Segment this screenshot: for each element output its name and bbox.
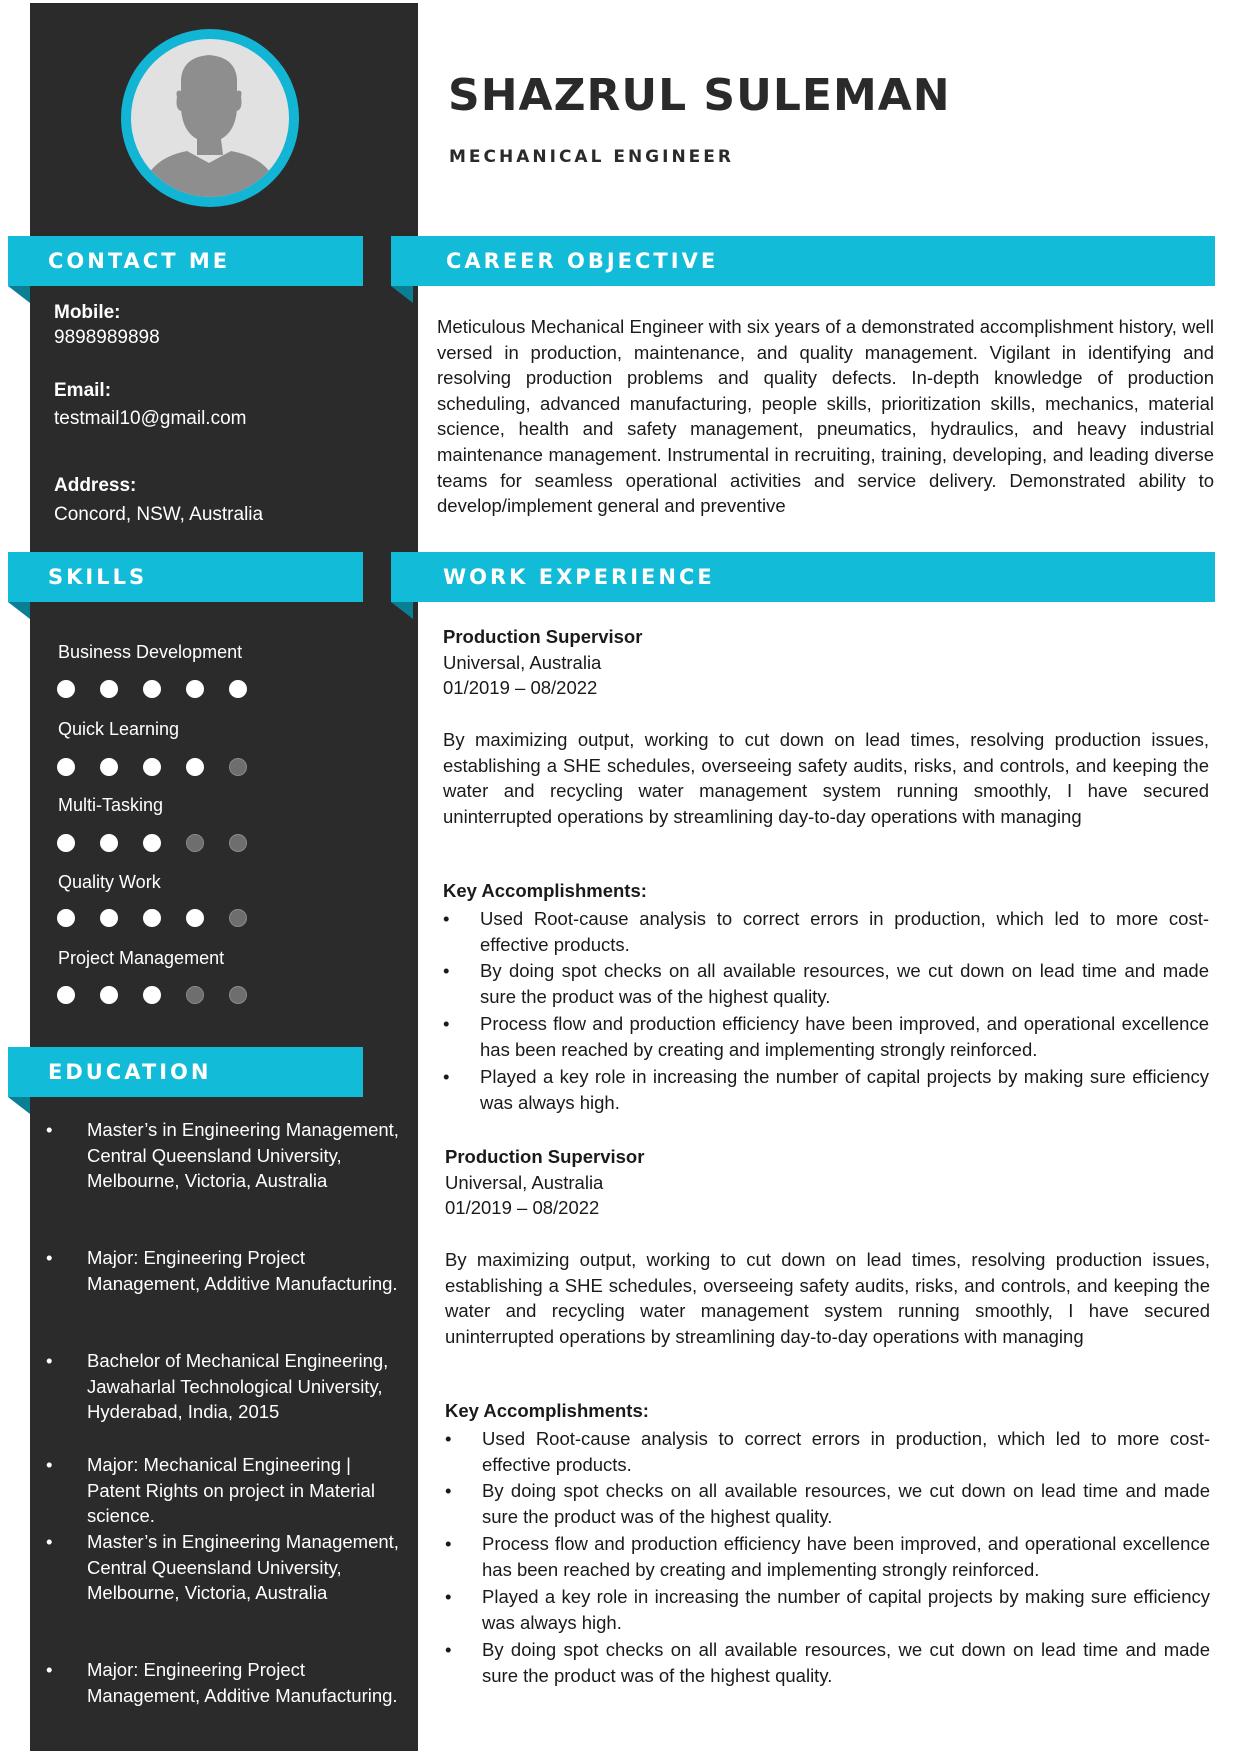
job-summary: By maximizing output, working to cut down on lead times, resolving production issues, establishing a SHE schedules, overseeing safety audits, risks, and controls, and keeping the water and recycling water management system running smoothly, I have secured uninterrupted operations by streamlining day-to-day operations with managing — [445, 1249, 1210, 1347]
rating-dot-empty — [186, 986, 204, 1004]
skill-name: Quick Learning — [58, 719, 180, 739]
job-role: Production Supervisor — [443, 626, 643, 647]
rating-dot-filled — [143, 680, 161, 698]
skills-heading: SKILLS — [8, 552, 363, 602]
mobile-label: Mobile: — [54, 302, 121, 323]
rating-dot-filled — [229, 680, 247, 698]
rating-dot-filled — [57, 909, 75, 927]
email-value: testmail10@gmail.com — [54, 408, 247, 429]
banner-fold — [8, 602, 30, 619]
rating-dot-filled — [186, 909, 204, 927]
rating-dot-empty — [229, 986, 247, 1004]
banner-fold — [8, 1097, 30, 1114]
job-header — [443, 624, 642, 701]
bullet-icon: • — [443, 908, 450, 929]
rating-dot-filled — [100, 909, 118, 927]
skill-name: Project Management — [58, 948, 225, 968]
job-company: Universal, Australia — [443, 651, 602, 673]
rating-dot-empty — [229, 758, 247, 776]
bullet-icon: • — [46, 1119, 53, 1140]
objective-text: Meticulous Mechanical Engineer with six years of a demonstrated accomplishment history, well versed in production, maintenance, and quality management. Vigilant in identifying and resolving production problems and quality defects. In-depth knowledge of production scheduling, advanced manufacturing, people skills, prioritization skills, mechanics, material science, health and safety management, pneumatics, hydraulics, and heavy industrial maintenance management. Instrumental in recruiting, training, developing, and leading diverse teams for seamless operational activities and service delivery. Demonstrated ability to develop/implement general and preventive — [437, 316, 1214, 517]
candidate-title: MECHANICAL ENGINEER — [449, 147, 734, 167]
bullet-icon: • — [46, 1454, 53, 1475]
key-accomplishments-title: Key Accomplishments: — [443, 880, 647, 901]
contact-heading: CONTACT ME — [8, 236, 363, 286]
banner-fold — [8, 286, 30, 303]
rating-dot-filled — [57, 758, 75, 776]
banner-fold — [391, 286, 413, 303]
bullet-icon: • — [445, 1480, 452, 1501]
rating-dot-filled — [57, 834, 75, 852]
rating-dot-filled — [143, 834, 161, 852]
rating-dot-empty — [186, 834, 204, 852]
bullet-icon: • — [443, 1066, 450, 1087]
address-label: Address: — [54, 475, 137, 496]
rating-dot-empty — [229, 834, 247, 852]
bullet-icon: • — [445, 1639, 452, 1660]
bullet-icon: • — [443, 960, 450, 981]
avatar-placeholder-icon — [131, 39, 289, 197]
rating-dot-filled — [143, 909, 161, 927]
rating-dot-empty — [229, 909, 247, 927]
job-dates: 01/2019 – 08/2022 — [443, 677, 598, 699]
experience-heading: WORK EXPERIENCE — [391, 552, 1215, 602]
bullet-icon: • — [445, 1586, 452, 1607]
candidate-name: SHAZRUL SULEMAN — [448, 70, 951, 121]
key-accomplishments-title: Key Accomplishments: — [445, 1400, 649, 1421]
job-dates: 01/2019 – 08/2022 — [445, 1197, 600, 1219]
rating-dot-filled — [100, 680, 118, 698]
avatar — [121, 29, 299, 207]
rating-dot-filled — [143, 758, 161, 776]
bullet-icon: • — [443, 1013, 450, 1034]
bullet-icon: • — [46, 1659, 53, 1680]
bullet-icon: • — [46, 1531, 53, 1552]
email-label: Email: — [54, 380, 112, 401]
rating-dot-filled — [100, 758, 118, 776]
rating-dot-filled — [100, 834, 118, 852]
rating-dot-filled — [57, 986, 75, 1004]
skill-name: Multi-Tasking — [58, 795, 164, 815]
job-role: Production Supervisor — [445, 1146, 645, 1167]
skill-name: Quality Work — [58, 872, 161, 892]
job-company: Universal, Australia — [445, 1171, 604, 1193]
rating-dot-filled — [100, 986, 118, 1004]
rating-dot-filled — [143, 986, 161, 1004]
bullet-icon: • — [445, 1533, 452, 1554]
objective-heading: CAREER OBJECTIVE — [391, 236, 1215, 286]
job-summary: By maximizing output, working to cut down on lead times, resolving production issues, establishing a SHE schedules, overseeing safety audits, risks, and controls, and keeping the water and recycling water management system running smoothly, I have secured uninterrupted operations by streamlining day-to-day operations with managing — [443, 729, 1209, 827]
bullet-icon: • — [46, 1350, 53, 1371]
skill-name: Business Development — [58, 642, 243, 662]
rating-dot-filled — [57, 680, 75, 698]
bullet-icon: • — [46, 1247, 53, 1268]
education-heading: EDUCATION — [8, 1047, 363, 1097]
rating-dot-filled — [186, 680, 204, 698]
rating-dot-filled — [186, 758, 204, 776]
job-header — [445, 1144, 644, 1221]
mobile-value: 9898989898 — [54, 327, 160, 348]
address-value: Concord, NSW, Australia — [54, 504, 264, 525]
banner-fold — [391, 602, 413, 619]
bullet-icon: • — [445, 1428, 452, 1449]
